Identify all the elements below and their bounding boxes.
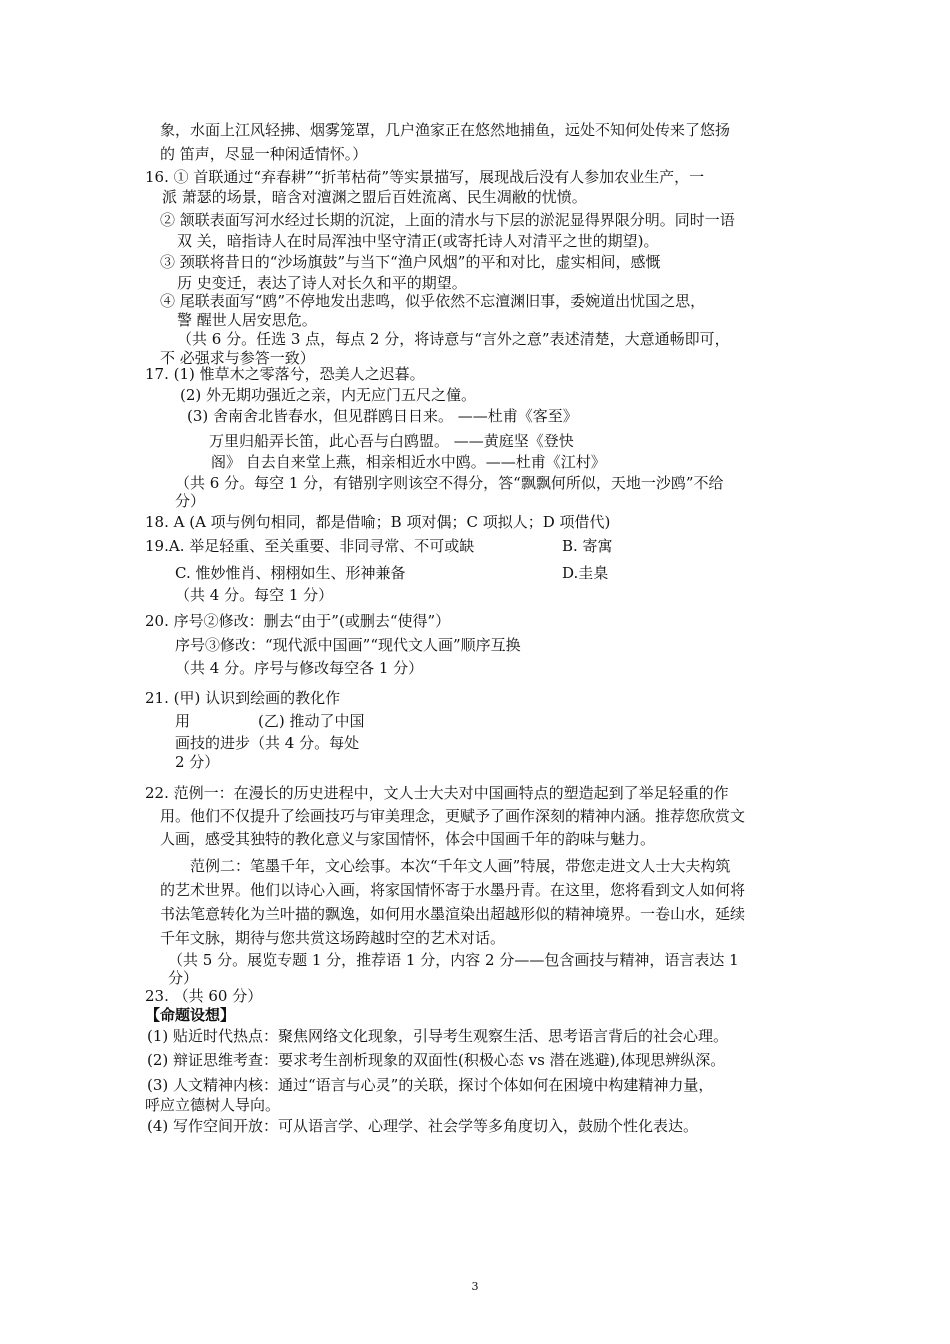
q23-point: (2) 辩证思维考查：要求考生剖析现象的双面性(积极心态 vs 潜在逃避),体现思辨纵深。 [147,1051,726,1069]
q22-line: 范例二：笔墨千年，文心绘事。本次“千年文人画”特展，带您走进文人士大夫构筑 [190,857,731,875]
q22-line: 人画，感受其独特的教化意义与家国情怀，体会中国画千年的韵味与魅力。 [160,830,656,848]
q18-line: 18. A (A 项与例句相同，都是借喻；B 项对偶；C 项拟人；D 项借代) [145,513,611,531]
q22-line: 千年文脉，期待与您共赏这场跨越时空的艺术对话。 [160,929,506,947]
q17-score-line: 分） [175,492,206,510]
q20-line: 序号③修改：“现代派中国画”“现代文人画”顺序互换 [175,636,521,654]
q21-line: (乙) 推动了中国 [258,712,365,730]
q19-option-a: 19.A. 举足轻重、至关重要、非同寻常、不可或缺 [145,537,475,555]
q16-score-line: 不 必强求与参答一致） [160,349,315,367]
q20-score-line: （共 4 分。序号与修改每空各 1 分） [175,659,424,677]
q17-line: 万里归船弄长笛，此心吾与白鸥盟。 ——黄庭坚《登快 [209,432,574,450]
q16-score-line: （共 6 分。任选 3 点，每点 2 分，将诗意与“言外之意”表述清楚，大意通畅即可， [177,330,730,348]
q19-option-c: C. 惟妙惟肖、栩栩如生、形神兼备 [175,564,406,582]
q17-line: 阁》 自去自来堂上燕，相亲相近水中鸥。——杜甫《江村》 [211,453,606,471]
page-number: 3 [471,1280,479,1293]
q16-line: ② 颔联表面写河水经过长期的沉淀，上面的清水与下层的淤泥显得界限分明。同时一语 [160,211,735,229]
q23-line: 23. （共 60 分） [145,987,263,1005]
q21-line: 2 分） [175,753,220,771]
q16-line: ③ 颈联将昔日的“沙场旗鼓”与当下“渔户风烟”的平和对比，虚实相间，感慨 [160,253,661,271]
q19-option-b: B. 寄寓 [562,537,613,555]
q16-line: 双 关，暗指诗人在时局浑浊中坚守清正(或寄托诗人对清平之世的期望)。 [177,232,659,250]
q21-line: 21. (甲) 认识到绘画的教化作 [145,689,341,707]
q16-line: 派 萧瑟的场景，暗含对澶渊之盟后百姓流离、民生凋敝的忧愤。 [162,188,587,206]
q21-line: 画技的进步（共 4 分。每处 [175,734,360,752]
q22-line: 用。他们不仅提升了绘画技巧与审美理念，更赋予了画作深刻的精神内涵。推荐您欣赏文 [160,807,746,825]
q21-line: 用 [175,712,191,730]
q15-line: 象，水面上江风轻拂、烟雾笼罩，几户渔家正在悠然地捕鱼，远处不知何处传来了悠扬 [160,121,731,139]
q17-score-line: （共 6 分。每空 1 分，有错别字则该空不得分，答“飘飘何所似，天地一沙鸥”不给 [175,474,724,492]
q22-line: 书法笔意转化为兰叶描的飘逸，如何用水墨渲染出超越形似的精神境界。一卷山水，延续 [160,905,746,923]
q23-heading: 【命题设想】 [145,1006,236,1024]
q20-line: 20. 序号②修改：删去“由于”(或删去“使得”） [145,612,451,630]
q16-line: 警 醒世人居安思危。 [177,311,317,329]
q17-line: (2) 外无期功强近之亲，内无应门五尺之僮。 [180,386,477,404]
q22-score-line: 分） [168,969,199,987]
q19-option-d: D.圭臬 [562,564,609,582]
q16-line: 历 史变迁，表达了诗人对长久和平的期望。 [177,274,467,292]
q16-line: 16. ① 首联通过“弃春耕”“折苇枯荷”等实景描写，展现战后没有人参加农业生产，一 [145,168,705,186]
q19-score-line: （共 4 分。每空 1 分） [175,586,334,604]
q23-point: 呼应立德树人导向。 [145,1096,281,1114]
q23-point: (4) 写作空间开放：可从语言学、心理学、社会学等多角度切入，鼓励个性化表达。 [147,1117,699,1135]
q22-line: 22. 范例一：在漫长的历史进程中，文人士大夫对中国画特点的塑造起到了举足轻重的作 [145,784,729,802]
q23-point: (1) 贴近时代热点：聚焦网络文化现象，引导考生观察生活、思考语言背后的社会心理。 [147,1027,729,1045]
q15-line: 的 笛声，尽显一种闲适情怀。） [160,145,368,163]
q16-line: ④ 尾联表面写“鸥”不停地发出悲鸣，似乎依然不忘澶渊旧事，委婉道出忧国之思， [160,292,706,310]
q22-score-line: （共 5 分。展览专题 1 分，推荐语 1 分，内容 2 分——包含画技与精神，语言表达 1 [168,951,739,969]
q22-line: 的艺术世界。他们以诗心入画，将家国情怀寄于水墨丹青。在这里，您将看到文人如何将 [160,881,746,899]
q23-point: (3) 人文精神内核：通过“语言与心灵”的关联，探讨个体如何在困境中构建精神力量， [147,1076,714,1094]
q17-line: (3) 舍南舍北皆春水，但见群鸥日日来。 ——杜甫《客至》 [187,407,578,425]
q17-line: 17. (1) 惟草木之零落兮，恐美人之迟暮。 [145,365,425,383]
